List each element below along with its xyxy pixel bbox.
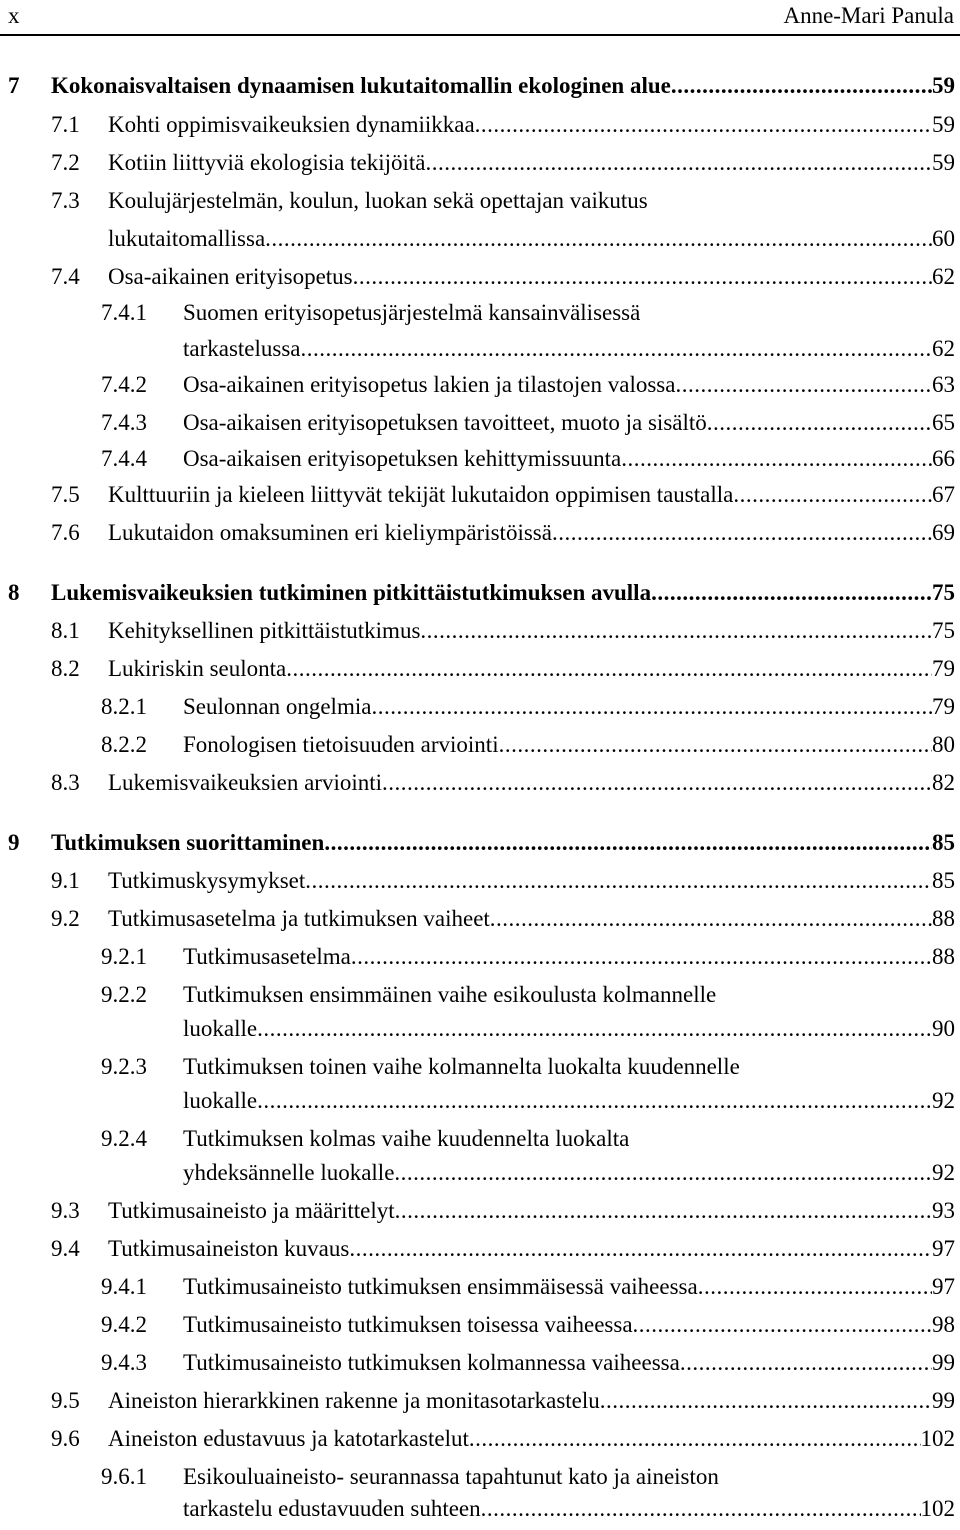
dot-leader bbox=[395, 1198, 932, 1224]
toc-title: Kohti oppimisvaikeuksien dynamiikkaa bbox=[108, 112, 475, 137]
toc-page-number: 92 bbox=[932, 1088, 955, 1113]
toc-number: 7.4.2 bbox=[101, 372, 147, 397]
toc-number: 9.5 bbox=[51, 1388, 80, 1413]
toc-title: luokalle bbox=[183, 1016, 258, 1041]
toc-page-number: 59 bbox=[932, 112, 955, 137]
toc-entry[interactable] bbox=[0, 1350, 960, 1384]
dot-leader bbox=[621, 446, 932, 472]
toc-entry[interactable] bbox=[0, 732, 960, 766]
toc-number: 7.5 bbox=[51, 482, 80, 507]
toc-number: 8.1 bbox=[51, 618, 80, 643]
toc-entry[interactable] bbox=[0, 372, 960, 406]
toc-entry[interactable] bbox=[0, 1198, 960, 1232]
toc-page-number: 85 bbox=[932, 868, 955, 893]
toc-title: lukutaitomallissa bbox=[108, 226, 266, 251]
toc-entry[interactable] bbox=[0, 1496, 960, 1530]
toc-title: yhdeksännelle luokalle bbox=[183, 1160, 395, 1185]
toc-page-number: 93 bbox=[932, 1198, 955, 1223]
dot-leader bbox=[420, 618, 932, 644]
toc-number: 7.6 bbox=[51, 520, 80, 545]
dot-leader bbox=[733, 482, 932, 508]
toc-entry[interactable] bbox=[0, 482, 960, 516]
toc-page-number: 92 bbox=[932, 1160, 955, 1185]
toc-title-first-line: Tutkimuksen toinen vaihe kolmannelta luokalta kuudennelle bbox=[183, 1054, 740, 1079]
toc-number: 8.2.2 bbox=[101, 732, 147, 757]
toc-title: Osa-aikaisen erityisopetuksen tavoitteet, muoto ja sisältö bbox=[183, 410, 707, 435]
toc-number: 8.2 bbox=[51, 656, 80, 681]
dot-leader bbox=[382, 770, 932, 796]
toc-number: 9.6.1 bbox=[101, 1464, 147, 1489]
toc-entry[interactable] bbox=[0, 336, 960, 370]
toc-page-number: 67 bbox=[932, 482, 955, 507]
toc-page-number: 88 bbox=[932, 906, 955, 931]
toc-entry[interactable] bbox=[0, 446, 960, 480]
toc-page-number: 75 bbox=[932, 618, 955, 643]
dot-leader bbox=[499, 732, 932, 758]
toc-title: Lukutaidon omaksuminen eri kieliympäristöissä bbox=[108, 520, 552, 545]
toc-number: 8 bbox=[8, 580, 20, 605]
toc-page-number: 75 bbox=[932, 580, 955, 605]
toc-title: Tutkimusaineiston kuvaus bbox=[108, 1236, 350, 1261]
toc-entry[interactable] bbox=[0, 1312, 960, 1346]
dot-leader bbox=[305, 868, 932, 894]
toc-number: 9.4.1 bbox=[101, 1274, 147, 1299]
dot-leader bbox=[257, 1016, 932, 1042]
toc-number: 7.4.4 bbox=[101, 446, 147, 471]
toc-title: Tutkimusaineisto tutkimuksen toisessa vaiheessa bbox=[183, 1312, 633, 1337]
toc-number: 8.3 bbox=[51, 770, 80, 795]
toc-page-number: 98 bbox=[932, 1312, 955, 1337]
toc-page-number: 99 bbox=[932, 1388, 955, 1413]
dot-leader bbox=[481, 1496, 921, 1522]
toc-page-number: 102 bbox=[920, 1496, 955, 1521]
toc-number: 7.4.1 bbox=[101, 300, 147, 325]
toc-number: 9.2.4 bbox=[101, 1126, 147, 1151]
toc-entry-first-line bbox=[0, 1054, 960, 1088]
toc-entry[interactable] bbox=[0, 618, 960, 652]
toc-chapter[interactable] bbox=[0, 830, 960, 864]
toc-number: 7.4.3 bbox=[101, 410, 147, 435]
toc-entry[interactable] bbox=[0, 1160, 960, 1194]
toc-page-number: 63 bbox=[932, 372, 955, 397]
toc-number: 7.4 bbox=[51, 264, 80, 289]
toc-entry-first-line bbox=[0, 1126, 960, 1160]
dot-leader bbox=[394, 1160, 932, 1186]
toc-number: 9.4.3 bbox=[101, 1350, 147, 1375]
dot-leader bbox=[680, 1350, 932, 1376]
dot-leader bbox=[490, 906, 932, 932]
toc-page-number: 97 bbox=[932, 1274, 955, 1299]
toc-title-first-line: Koulujärjestelmän, koulun, luokan sekä opettajan vaikutus bbox=[108, 188, 648, 213]
toc-title: Lukemisvaikeuksien tutkiminen pitkittäistutkimuksen avulla bbox=[51, 580, 652, 605]
dot-leader bbox=[675, 372, 932, 398]
dot-leader bbox=[698, 1274, 932, 1300]
toc-entry[interactable] bbox=[0, 1088, 960, 1122]
toc-number: 7 bbox=[8, 73, 20, 98]
toc-number: 9.2.1 bbox=[101, 944, 147, 969]
dot-leader bbox=[633, 1312, 932, 1338]
toc-page-number: 59 bbox=[932, 73, 955, 98]
toc-page-number: 60 bbox=[932, 226, 955, 251]
toc-entry[interactable] bbox=[0, 112, 960, 146]
toc-entry[interactable] bbox=[0, 656, 960, 690]
toc-entry[interactable] bbox=[0, 520, 960, 554]
dot-leader bbox=[651, 580, 932, 606]
dot-leader bbox=[475, 112, 932, 138]
dot-leader bbox=[265, 226, 932, 252]
toc-entry[interactable] bbox=[0, 150, 960, 184]
toc-entry[interactable] bbox=[0, 410, 960, 444]
toc-title: Kehityksellinen pitkittäistutkimus bbox=[108, 618, 421, 643]
toc-entry[interactable] bbox=[0, 868, 960, 902]
toc-entry-first-line bbox=[0, 982, 960, 1016]
toc-title: Tutkimuskysymykset bbox=[108, 868, 306, 893]
dot-leader bbox=[257, 1088, 932, 1114]
dot-leader bbox=[707, 410, 932, 436]
toc-entry-first-line bbox=[0, 188, 960, 222]
toc-title: tarkastelu edustavuuden suhteen bbox=[183, 1496, 481, 1521]
toc-title: Osa-aikainen erityisopetus bbox=[108, 264, 353, 289]
toc-chapter[interactable] bbox=[0, 73, 960, 107]
dot-leader bbox=[426, 150, 933, 176]
toc-number: 7.2 bbox=[51, 150, 80, 175]
toc-page-number: 97 bbox=[932, 1236, 955, 1261]
toc-title: Kulttuuriin ja kieleen liittyvät tekijät lukutaidon oppimisen taustalla bbox=[108, 482, 734, 507]
toc-title: tarkastelussa bbox=[183, 336, 301, 361]
toc-title: Tutkimusasetelma bbox=[183, 944, 351, 969]
toc-entry[interactable] bbox=[0, 1426, 960, 1460]
toc-entry[interactable] bbox=[0, 770, 960, 804]
toc-page-number: 66 bbox=[932, 446, 955, 471]
dot-leader bbox=[324, 830, 932, 856]
toc-number: 8.2.1 bbox=[101, 694, 147, 719]
toc-page-number: 85 bbox=[932, 830, 955, 855]
toc-entry[interactable] bbox=[0, 1274, 960, 1308]
toc-title: Aineiston hierarkkinen rakenne ja monitasotarkastelu bbox=[108, 1388, 600, 1413]
toc-number: 9.2 bbox=[51, 906, 80, 931]
dot-leader bbox=[600, 1388, 932, 1414]
toc-title: Fonologisen tietoisuuden arviointi bbox=[183, 732, 499, 757]
toc-page-number: 82 bbox=[932, 770, 955, 795]
dot-leader bbox=[671, 73, 932, 99]
toc-entry-first-line bbox=[0, 1464, 960, 1498]
toc-page-number: 79 bbox=[932, 694, 955, 719]
header-author: Anne-Mari Panula bbox=[783, 3, 954, 28]
dot-leader bbox=[286, 656, 932, 682]
toc-page-number: 90 bbox=[932, 1016, 955, 1041]
toc-title: Aineiston edustavuus ja katotarkastelut bbox=[108, 1426, 469, 1451]
toc-title: Lukiriskin seulonta bbox=[108, 656, 287, 681]
toc-entry[interactable] bbox=[0, 694, 960, 728]
dot-leader bbox=[552, 520, 932, 546]
dot-leader bbox=[353, 264, 932, 290]
toc-entry[interactable] bbox=[0, 906, 960, 940]
toc-title: Osa-aikainen erityisopetus lakien ja tilastojen valossa bbox=[183, 372, 676, 397]
toc-number: 9.2.3 bbox=[101, 1054, 147, 1079]
toc-page-number: 79 bbox=[932, 656, 955, 681]
toc-title: Seulonnan ongelmia bbox=[183, 694, 372, 719]
toc-title: Osa-aikaisen erityisopetuksen kehittymissuunta bbox=[183, 446, 622, 471]
toc-page-number: 69 bbox=[932, 520, 955, 545]
toc-title: Tutkimusaineisto tutkimuksen ensimmäisessä vaiheessa bbox=[183, 1274, 698, 1299]
toc-number: 9 bbox=[8, 830, 20, 855]
dot-leader bbox=[301, 336, 932, 362]
dot-leader bbox=[351, 944, 932, 970]
toc-page-number: 65 bbox=[932, 410, 955, 435]
toc-page-number: 62 bbox=[932, 336, 955, 361]
toc-entry-first-line bbox=[0, 300, 960, 334]
toc-title: Kotiin liittyviä ekologisia tekijöitä bbox=[108, 150, 426, 175]
toc-number: 9.3 bbox=[51, 1198, 80, 1223]
toc-page-number: 88 bbox=[932, 944, 955, 969]
toc-entry[interactable] bbox=[0, 226, 960, 260]
toc-title: Tutkimusaineisto tutkimuksen kolmannessa vaiheessa bbox=[183, 1350, 680, 1375]
toc-number: 7.3 bbox=[51, 188, 80, 213]
toc-number: 9.1 bbox=[51, 868, 80, 893]
toc-title: Tutkimusasetelma ja tutkimuksen vaiheet bbox=[108, 906, 490, 931]
toc-page-number: 102 bbox=[920, 1426, 955, 1451]
toc-title: Kokonaisvaltaisen dynaamisen lukutaitomallin ekologinen alue bbox=[51, 73, 671, 98]
toc-entry[interactable] bbox=[0, 264, 960, 298]
toc-number: 9.4 bbox=[51, 1236, 80, 1261]
toc-page-number: 62 bbox=[932, 264, 955, 289]
toc-title: Tutkimusaineisto ja määrittelyt bbox=[108, 1198, 395, 1223]
dot-leader bbox=[349, 1236, 932, 1262]
toc-page-number: 80 bbox=[932, 732, 955, 757]
toc-number: 9.4.2 bbox=[101, 1312, 147, 1337]
toc-entry[interactable] bbox=[0, 1388, 960, 1422]
toc-page-number: 99 bbox=[932, 1350, 955, 1375]
toc-chapter[interactable] bbox=[0, 580, 960, 614]
toc-entry[interactable] bbox=[0, 1016, 960, 1050]
toc-title: Tutkimuksen suorittaminen bbox=[51, 830, 325, 855]
toc-entry[interactable] bbox=[0, 1236, 960, 1270]
toc-title-first-line: Tutkimuksen ensimmäinen vaihe esikoulusta kolmannelle bbox=[183, 982, 717, 1007]
toc-title: Lukemisvaikeuksien arviointi bbox=[108, 770, 383, 795]
toc-entry[interactable] bbox=[0, 944, 960, 978]
toc-title-first-line: Tutkimuksen kolmas vaihe kuudennelta luokalta bbox=[183, 1126, 630, 1151]
toc-number: 9.6 bbox=[51, 1426, 80, 1451]
header-page-marker: x bbox=[8, 3, 20, 28]
toc-number: 7.1 bbox=[51, 112, 80, 137]
dot-leader bbox=[371, 694, 932, 720]
dot-leader bbox=[469, 1426, 921, 1452]
toc-title-first-line: Esikouluaineisto- seurannassa tapahtunut kato ja aineiston bbox=[183, 1464, 719, 1489]
toc-number: 9.2.2 bbox=[101, 982, 147, 1007]
toc-title-first-line: Suomen erityisopetusjärjestelmä kansainvälisessä bbox=[183, 300, 641, 325]
toc-title: luokalle bbox=[183, 1088, 258, 1113]
toc-page-number: 59 bbox=[932, 150, 955, 175]
